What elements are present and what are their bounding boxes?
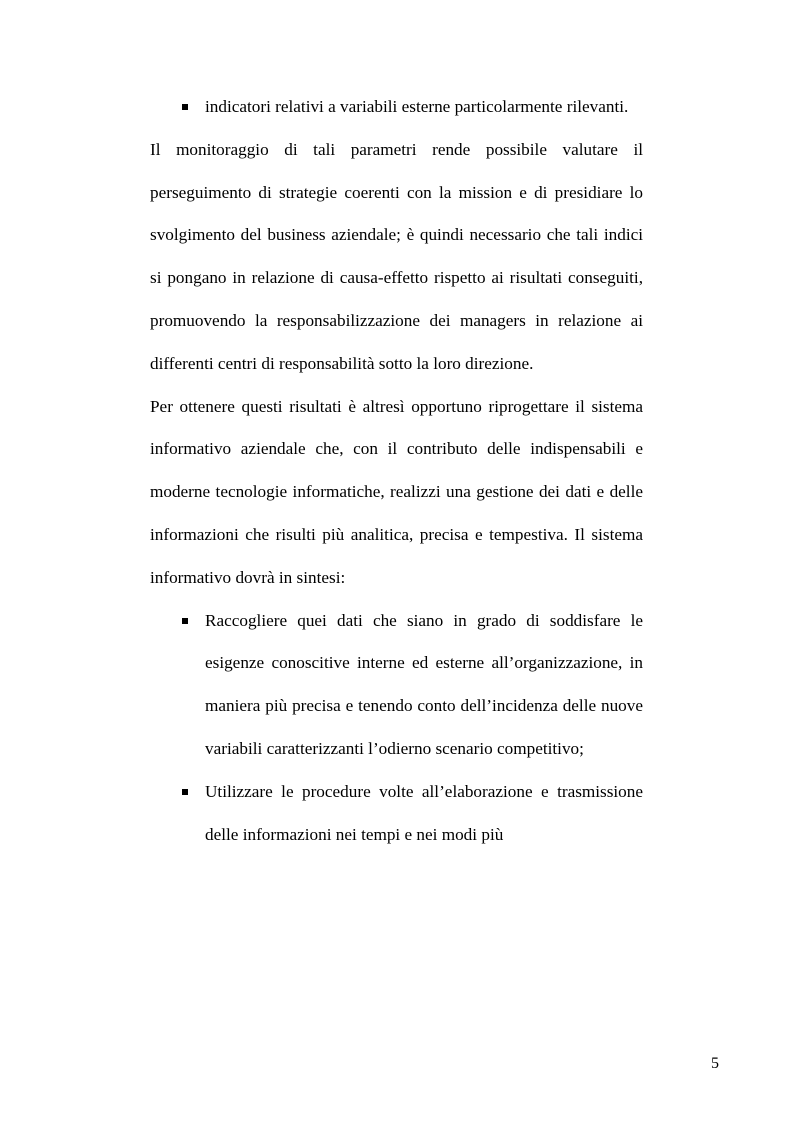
bullet-list-top [150, 86, 643, 129]
bullet-item [150, 86, 643, 129]
square-bullet-icon [182, 104, 188, 110]
page-number: 5 [711, 1055, 719, 1072]
bullet-text: Raccogliere quei dati che siano in grado di soddisfare le esigenze conoscitive interne ed esterne all’organizzazione, in maniera più precisa e tenendo conto dell’incidenza delle nuove variabili caratterizzanti l’odierno scenario competitivo; [205, 610, 643, 758]
bullet-list-bottom [150, 600, 643, 857]
square-bullet-icon [182, 618, 188, 624]
paragraph-information-system: Per ottenere questi risultati è altresì opportuno riprogettare il sistema informativo aziendale che, con il contributo delle indispensabili e moderne tecnologie informatiche, realizzi una gestione dei dati e delle informazioni che risulti più analitica, precisa e tempestiva. Il sistema informativo dovrà in sintesi: [150, 396, 643, 587]
bullet-item [150, 771, 643, 857]
page-content [150, 86, 643, 856]
bullet-text: indicatori relativi a variabili esterne particolarmente rilevanti. [205, 97, 629, 116]
bullet-item [150, 600, 643, 771]
paragraph-monitoring: Il monitoraggio di tali parametri rende possibile valutare il perseguimento di strategie coerenti con la mission e di presidiare lo svolgimento del business aziendale; è quindi necessario che tali indici si pongano in relazione di causa-effetto rispetto ai risultati conseguiti, promuovendo la responsabilizzazione dei managers in relazione ai differenti centri di responsabilità sotto la loro direzione. [150, 139, 643, 373]
bullet-text: Utilizzare le procedure volte all’elaborazione e trasmissione delle informazioni nei tempi e nei modi più [205, 781, 643, 844]
square-bullet-icon [182, 789, 188, 795]
